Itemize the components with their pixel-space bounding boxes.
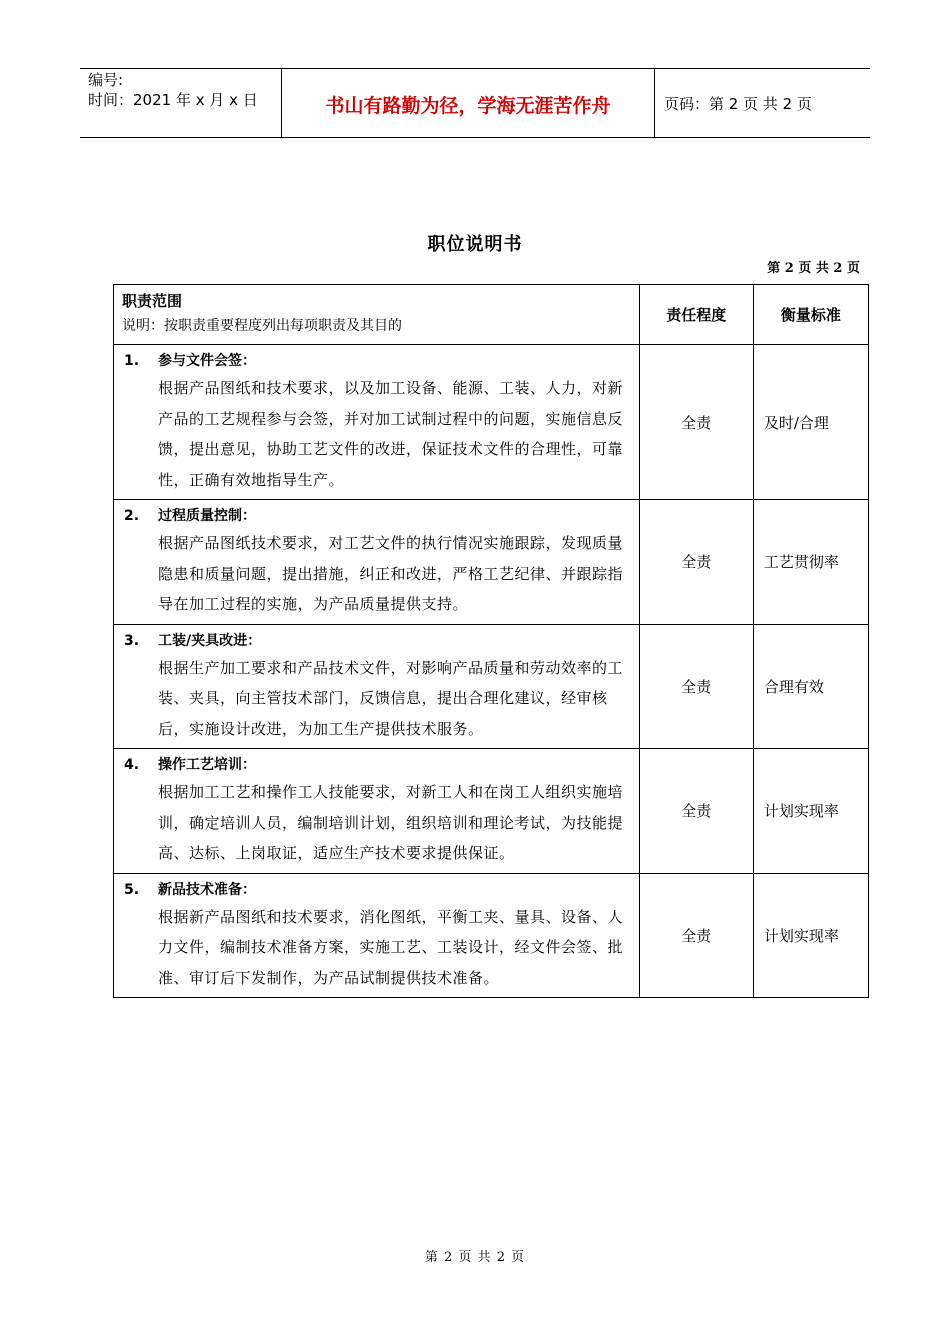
standard-cell: 计划实现率: [753, 873, 868, 998]
page-code: 页码：第 2 页 共 2 页: [664, 95, 812, 113]
degree-cell: 全责: [639, 873, 753, 998]
duty-description: 根据加工工艺和操作工人技能要求，对新工人和在岗工人组织实施培训，确定培训人员，编制培训计划，组织培训和理论考试，为技能提高、达标、上岗取证，适应生产技术要求提供保证。: [158, 783, 624, 862]
duty-cell: [114, 345, 640, 500]
motto-text: 书山有路勤为径，学海无涯苦作舟: [325, 95, 611, 117]
time-label: 时间：2021 年 x 月 x 日: [88, 91, 258, 109]
standard-cell: 及时/合理: [753, 345, 868, 500]
degree-cell: 全责: [639, 500, 753, 625]
document-title: 职位说明书: [427, 234, 523, 255]
duty-number: 3.: [124, 632, 140, 649]
table-row: [114, 749, 869, 874]
standard-header: 衡量标准: [753, 285, 868, 345]
duty-number: 1.: [124, 353, 140, 369]
table-header-row: [114, 285, 869, 345]
duty-cell: [114, 624, 640, 749]
duty-description: 根据产品图纸技术要求，对工艺文件的执行情况实施跟踪，发现质量隐患和质量问题，提出措施，纠正和改进，严格工艺纪律、并跟踪指导在加工过程的实施，为产品质量提供支持。: [158, 534, 624, 613]
scope-label: 职责范围: [122, 292, 183, 310]
standard-cell: 工艺贯彻率: [753, 500, 868, 625]
duty-title: 工装/夹具改进：: [158, 632, 262, 649]
scope-note: 说明：按职责重要程度列出每项职责及其目的: [122, 318, 402, 334]
duty-cell: [114, 749, 640, 874]
duty-description: 根据新产品图纸和技术要求，消化图纸，平衡工夹、量具、设备、人力文件，编制技术准备方案，实施工艺、工装设计，经文件会签、批准、审订后下发制作，为产品试制提供技术准备。: [158, 907, 624, 987]
duty-description: 根据生产加工要求和产品技术文件，对影响产品质量和劳动效率的工装、夹具，向主管技术部门，反馈信息，提出合理化建议，经审核后，实施设计改进，为加工生产提供技术服务。: [158, 658, 624, 738]
duty-title: 新品技术准备：: [158, 881, 256, 898]
scope-header-cell: [114, 285, 640, 345]
page-note: 第 2 页 共 2 页: [767, 261, 860, 276]
header-motto-cell: [281, 69, 655, 137]
standard-cell: 合理有效: [753, 624, 868, 749]
degree-header: 责任程度: [639, 285, 753, 345]
header-page-cell: [654, 69, 870, 137]
table-row: [114, 873, 869, 998]
duty-title: 过程质量控制：: [158, 508, 256, 524]
duty-number: 2.: [124, 508, 140, 524]
duty-number: 5.: [124, 881, 140, 898]
duty-title: 操作工艺培训：: [158, 757, 256, 773]
duty-cell: [114, 500, 640, 625]
duty-description: 根据产品图纸和技术要求，以及加工设备、能源、工装、人力，对新产品的工艺规程参与会签，并对加工试制过程中的问题，实施信息反馈，提出意见，协助工艺文件的改进，保证技术文件的合理性，可靠性，正确有效地指导生产。: [158, 379, 624, 489]
responsibility-table: [113, 284, 869, 998]
table-row: [114, 500, 869, 625]
table-row: [114, 624, 869, 749]
document-header: [80, 68, 870, 138]
page-footer: 第 2 页 共 2 页: [424, 1250, 526, 1265]
header-meta: [80, 69, 281, 137]
duty-title: 参与文件会签：: [158, 353, 256, 369]
degree-cell: 全责: [639, 345, 753, 500]
standard-cell: 计划实现率: [753, 749, 868, 874]
duty-number: 4.: [124, 757, 140, 773]
duty-cell: [114, 873, 640, 998]
degree-cell: 全责: [639, 624, 753, 749]
degree-cell: 全责: [639, 749, 753, 874]
number-label: 编号:: [88, 71, 124, 89]
table-row: [114, 345, 869, 500]
